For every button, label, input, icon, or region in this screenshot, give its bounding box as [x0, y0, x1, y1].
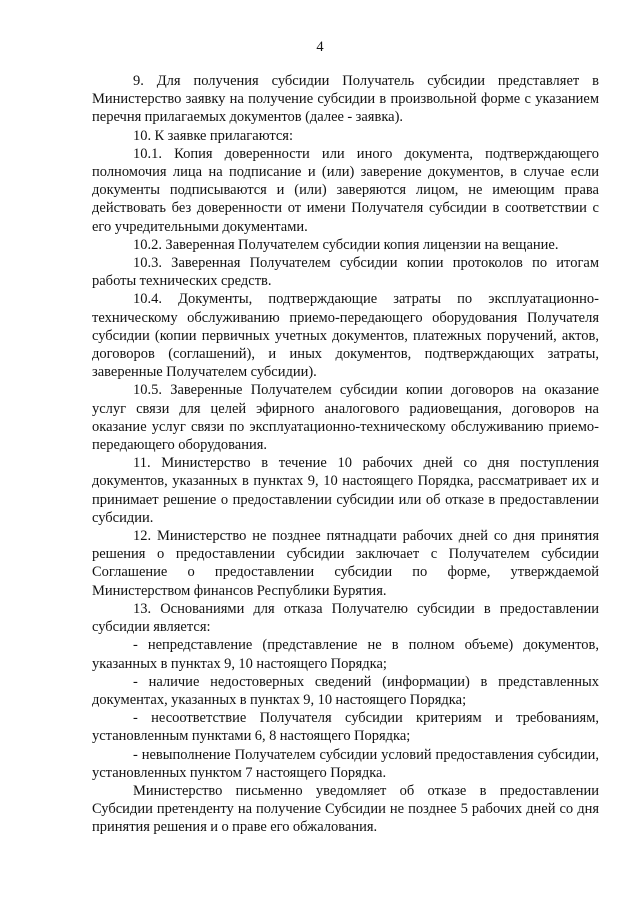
document-body — [92, 72, 599, 837]
refusal-ground-4: - невыполнение Получателем субсидии условий предоставления субсидии, установленных пунктом 7 настоящего Порядка. — [92, 746, 599, 781]
paragraph-12: 12. Министерство не позднее пятнадцати рабочих дней со дня принятия решения о предоставлении субсидии заключает с Получателем субсидии Соглашение о предоставлении субсидии по форме, утверждаемой Министерством финансов Республики Бурятия. — [92, 528, 599, 599]
paragraph-10-1: 10.1. Копия доверенности или иного документа, подтверждающего полномочия лица на подписание и (или) заверение документов, в случае если документы подписываются и (или) заверяются лицом, не имеющим права действовать без доверенности от имени Получателя субсидии в соответствии с его учредительными документами. — [92, 145, 599, 235]
page-number: 4 — [316, 39, 324, 55]
paragraph-13: 13. Основаниями для отказа Получателю субсидии в предоставлении субсидии является: — [92, 600, 599, 636]
paragraph-10-5: 10.5. Заверенные Получателем субсидии копии договоров на оказание услуг связи для целей эфирного аналогового радиовещания, договоров на оказание услуг связи по эксплуатационно-техническому обслуживанию приемо-передающего оборудования. — [92, 382, 599, 454]
refusal-ground-2: - наличие недостоверных сведений (информации) в представленных документах, указанных в пунктах 9, 10 настоящего Порядка; — [92, 673, 599, 708]
refusal-ground-1: - непредставление (представление не в полном объеме) документов, указанных в пунктах 9, 10 настоящего Порядка; — [92, 637, 599, 672]
paragraph-10-2: 10.2. Заверенная Получателем субсидии копия лицензии на вещание. — [133, 236, 559, 253]
paragraph-11: 11. Министерство в течение 10 рабочих дней со дня поступления документов, указанных в пунктах 9, 10 настоящего Порядка, рассматривает их и принимает решение о предоставлении субсидии или об отказе в предоставлении субсидии. — [92, 455, 599, 526]
paragraph-10: 10. К заявке прилагаются: — [133, 127, 293, 144]
notification-paragraph: Министерство письменно уведомляет об отказе в предоставлении Субсидии претенденту на получение Субсидии не позднее 5 рабочих дней со дня принятия решения и о праве его обжалования. — [92, 782, 599, 836]
paragraph-9: 9. Для получения субсидии Получатель субсидии представляет в Министерство заявку на получение субсидии в произвольной форме с указанием перечня прилагаемых документов (далее - заявка). — [92, 73, 599, 126]
paragraph-10-3: 10.3. Заверенная Получателем субсидии копии протоколов по итогам работы технических средств. — [92, 255, 599, 290]
refusal-ground-3: - несоответствие Получателя субсидии критериям и требованиям, установленным пунктами 6, 8 настоящего Порядка; — [92, 710, 599, 745]
paragraph-10-4: 10.4. Документы, подтверждающие затраты по эксплуатационно-техническому обслуживанию приемо-передающего оборудования Получателя субсидии (копии первичных учетных документов, платежных поручений, актов, договоров (соглашений), и иных документов, подтверждающих затраты, заверенные Получателем субсидии). — [92, 291, 599, 381]
